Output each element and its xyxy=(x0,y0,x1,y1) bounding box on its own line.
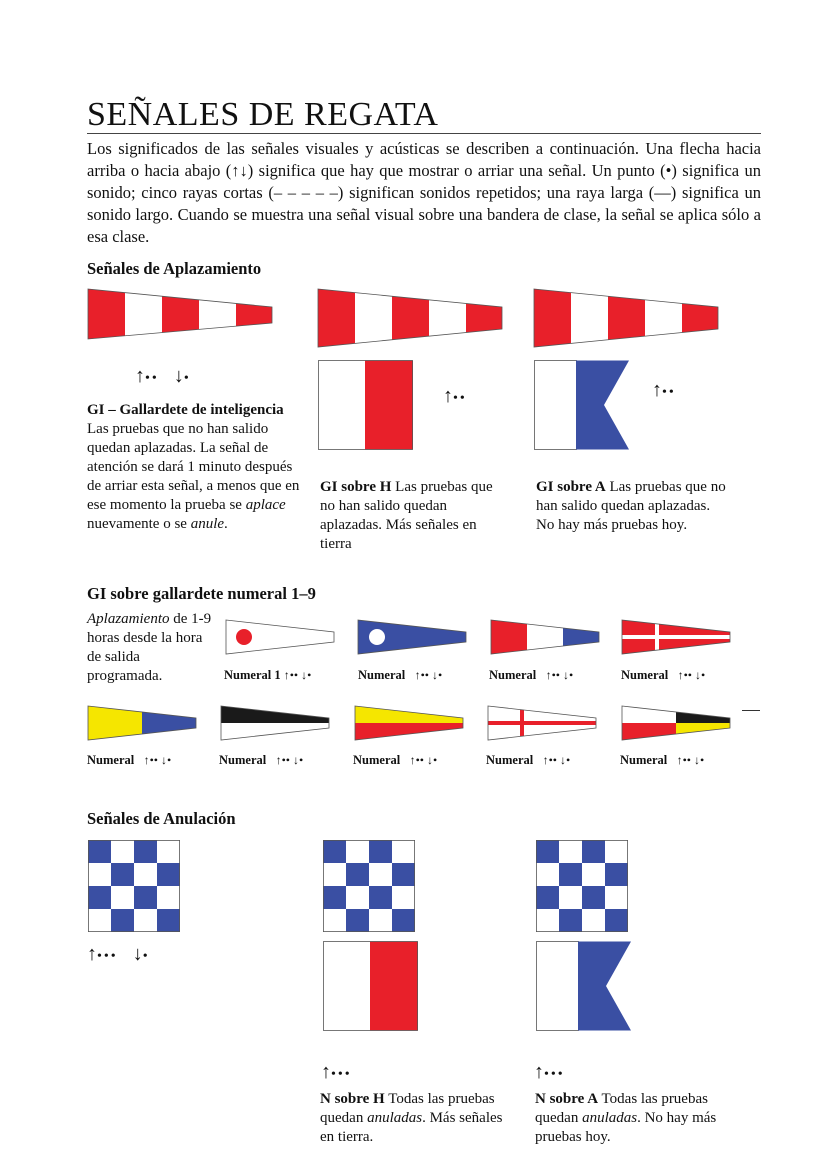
intro-paragraph: Los significados de las señales visuales y acústicas se describen a continuación. Una flecha hacia arriba o hacia abajo (↑↓) significa que hay que mostrar o arriar una señal. Un punto (•) significa un sonido; cinco rayas cortas (– – – – –) significan sonidos repetidos; una raya larga (—) significa un sonido largo. Cuando se muestra una señal visual sobre una bandera de clase, la señal se aplica sólo a esa clase. xyxy=(87,139,761,246)
n-a-caption: N sobre A Todas las pruebas quedan anuladas. No hay más pruebas hoy. xyxy=(535,1091,717,1145)
n-h-caption: N sobre H Todas las pruebas quedan anuladas. Más señales en tierra. xyxy=(320,1091,503,1145)
numeral-3-pennant xyxy=(491,620,601,656)
flag-n xyxy=(88,840,182,932)
numeral-1-pennant xyxy=(226,620,336,656)
numeral-1-label: Numeral 1 ↑•• ↓• xyxy=(224,668,312,682)
numeral-7-label: Numeral ↑•• ↓• xyxy=(353,753,438,767)
title-rule xyxy=(87,133,761,134)
flag-h xyxy=(323,941,419,1031)
numeral-6-pennant xyxy=(221,706,331,742)
section-heading-aplazamiento: Señales de Aplazamiento xyxy=(87,259,262,278)
gi-a-caption: GI sobre A Las pruebas que no han salido quedan aplazadas. No hay más pruebas hoy. xyxy=(536,479,726,533)
gi-sound-signal: ↑•• ↓• xyxy=(135,365,191,387)
divider-mark xyxy=(742,710,760,711)
section-heading-anulacion: Señales de Anulación xyxy=(87,809,236,828)
gi-pennant-flag xyxy=(88,289,274,339)
numeral-6-label: Numeral ↑•• ↓• xyxy=(219,753,304,767)
n-a-sound-signal: ↑••• xyxy=(534,1061,565,1083)
numeral-4-pennant xyxy=(622,620,732,656)
numeral-7-pennant xyxy=(355,706,465,742)
gi-pennant-flag xyxy=(534,289,720,349)
gi-h-sound-signal: ↑•• xyxy=(443,385,467,407)
n-h-sound-signal: ↑••• xyxy=(321,1061,352,1083)
flag-n xyxy=(536,840,630,932)
numeral-5-pennant xyxy=(88,706,198,742)
gi-h-caption: GI sobre H Las pruebas que no han salido quedan aplazadas. Más señales en tierra xyxy=(320,479,493,552)
numeral-9-label: Numeral ↑•• ↓• xyxy=(620,753,705,767)
section-heading-numeral: GI sobre gallardete numeral 1–9 xyxy=(87,584,316,603)
numeral-3-label: Numeral ↑•• ↓• xyxy=(489,668,574,682)
flag-n xyxy=(323,840,417,932)
gi-pennant-flag xyxy=(318,289,504,349)
numeral-8-pennant xyxy=(488,706,598,742)
flag-a xyxy=(536,941,632,1031)
gi-caption: GI – Gallardete de inteligencia Las pruebas que no han salido quedan aplazadas. La señal de atención se dará 1 minuto después de arriar esta señal, a menos que en ese momento la prueba se aplace nuevamente o se anule. xyxy=(87,402,300,532)
gi-a-sound-signal: ↑•• xyxy=(652,379,676,401)
flag-a xyxy=(534,360,630,450)
numeral-description: Aplazamiento de 1-9 horas desde la hora de salida programada. xyxy=(87,611,212,684)
numeral-2-pennant xyxy=(358,620,468,656)
page-title: SEÑALES DE REGATA xyxy=(87,96,439,133)
numeral-5-label: Numeral ↑•• ↓• xyxy=(87,753,172,767)
numeral-8-label: Numeral ↑•• ↓• xyxy=(486,753,571,767)
numeral-4-label: Numeral ↑•• ↓• xyxy=(621,668,706,682)
flag-h xyxy=(318,360,414,450)
numeral-9-pennant xyxy=(622,706,732,742)
numeral-2-label: Numeral ↑•• ↓• xyxy=(358,668,443,682)
n-sound-signal: ↑••• ↓• xyxy=(87,943,150,965)
